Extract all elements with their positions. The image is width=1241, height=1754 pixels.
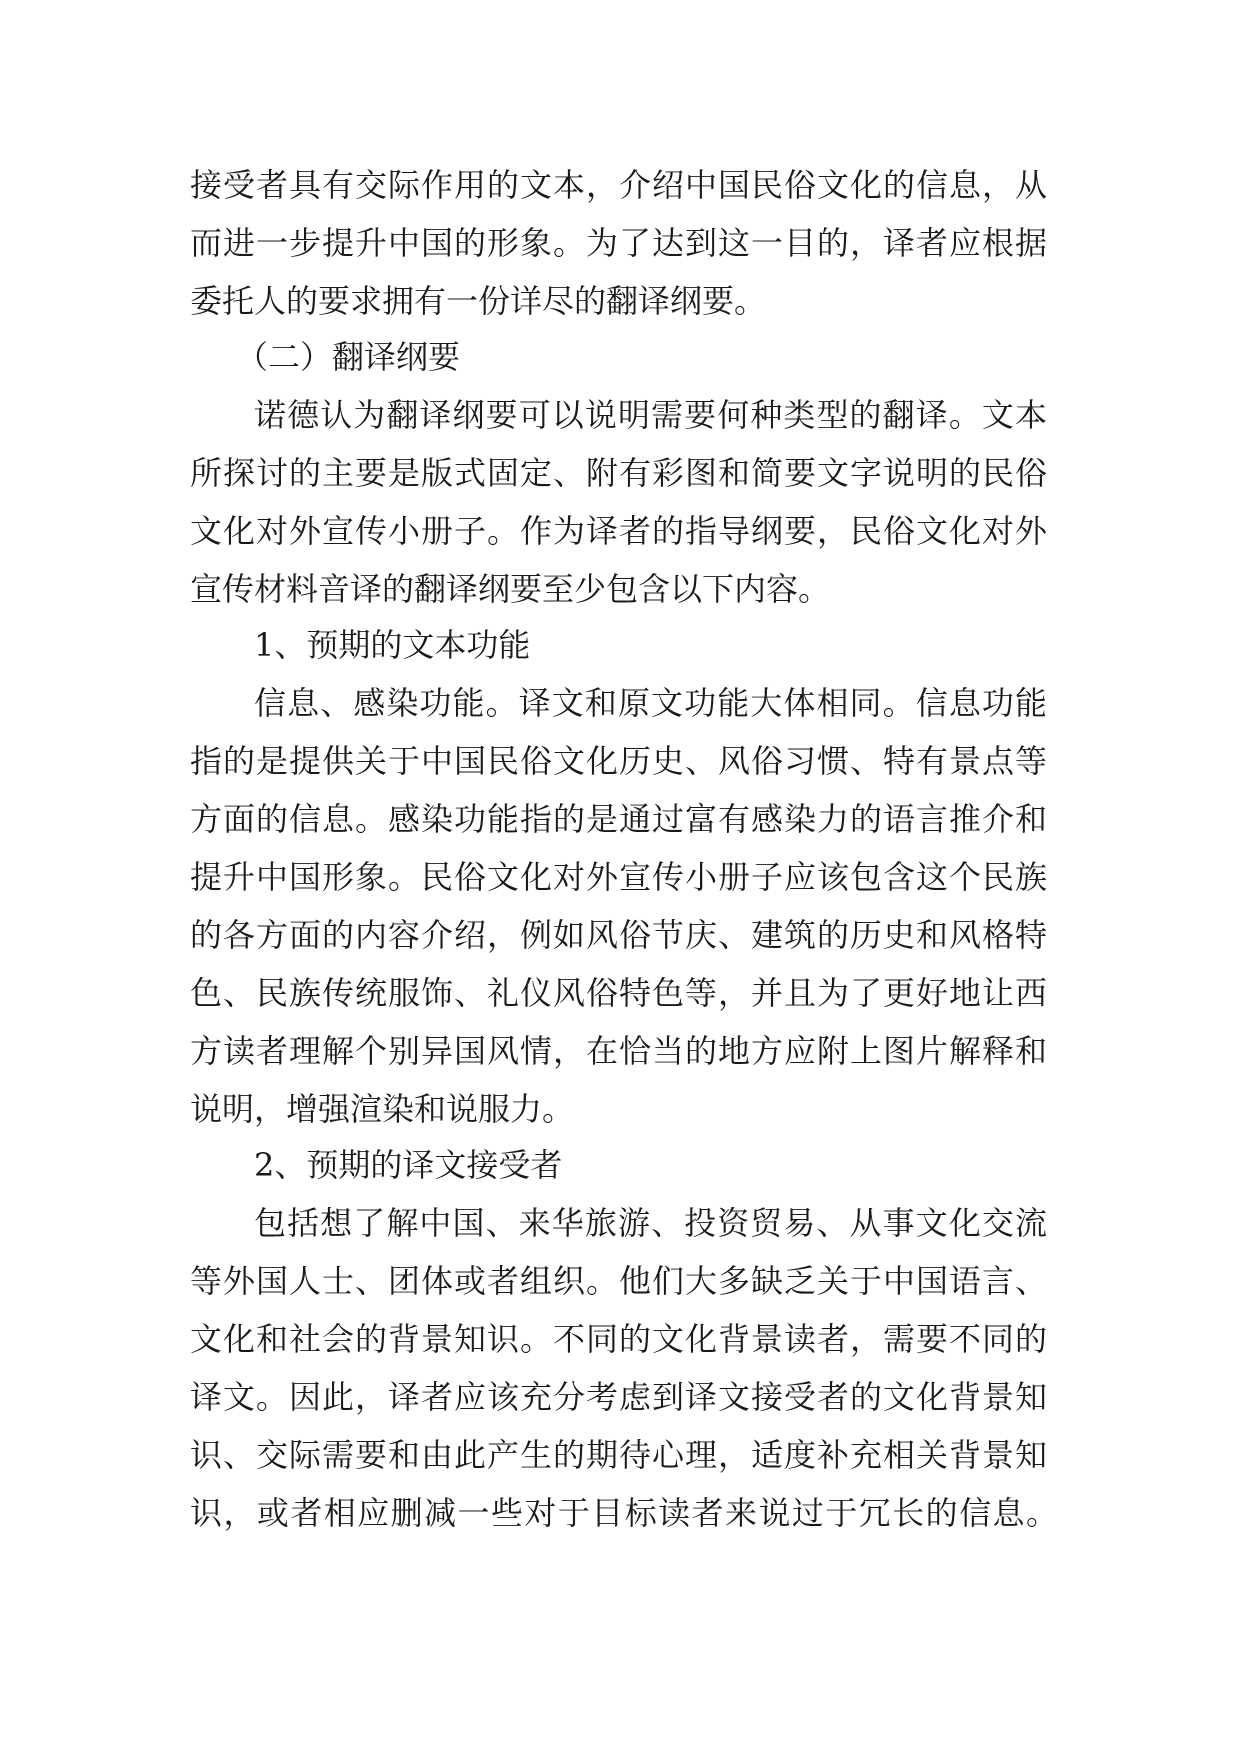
subheading: 2、预期的译文接受者 bbox=[254, 1146, 563, 1184]
text-line: 译文。因此，译者应该充分考虑到译文接受者的文化背景知 bbox=[190, 1378, 1047, 1416]
subheading: 1、预期的文本功能 bbox=[254, 626, 531, 664]
text-line: 接受者具有交际作用的文本，介绍中国民俗文化的信息，从 bbox=[190, 166, 1047, 204]
text-line: 识、交际需要和由此产生的期待心理，适度补充相关背景知 bbox=[190, 1436, 1047, 1474]
text-line: 宣传材料音译的翻译纲要至少包含以下内容。 bbox=[190, 570, 831, 608]
text-line: 信息、感染功能。译文和原文功能大体相同。信息功能 bbox=[254, 684, 1047, 722]
text-line: 所探讨的主要是版式固定、附有彩图和简要文字说明的民俗 bbox=[190, 454, 1047, 492]
section-heading: （二）翻译纲要 bbox=[236, 338, 461, 376]
text-line: 说明，增强渲染和说服力。 bbox=[190, 1090, 575, 1128]
text-line: 等外国人士、团体或者组织。他们大多缺乏关于中国语言、 bbox=[190, 1262, 1047, 1300]
text-line: 识，或者相应删减一些对于目标读者来说过于冗长的信息。 bbox=[190, 1494, 1058, 1532]
text-line: 委托人的要求拥有一份详尽的翻译纲要。 bbox=[190, 282, 767, 320]
text-line: 指的是提供关于中国民俗文化历史、风俗习惯、特有景点等 bbox=[190, 742, 1047, 780]
text-line: 的各方面的内容介绍，例如风俗节庆、建筑的历史和风格特 bbox=[190, 916, 1047, 954]
text-line: 而进一步提升中国的形象。为了达到这一目的，译者应根据 bbox=[190, 224, 1047, 262]
text-line: 色、民族传统服饰、礼仪风俗特色等，并且为了更好地让西 bbox=[190, 974, 1047, 1012]
text-line: 方读者理解个别异国风情，在恰当的地方应附上图片解释和 bbox=[190, 1032, 1047, 1070]
text-line: 包括想了解中国、来华旅游、投资贸易、从事文化交流 bbox=[254, 1204, 1047, 1242]
text-line: 诺德认为翻译纲要可以说明需要何种类型的翻译。文本 bbox=[254, 396, 1047, 434]
text-line: 提升中国形象。民俗文化对外宣传小册子应该包含这个民族 bbox=[190, 858, 1047, 896]
text-line: 方面的信息。感染功能指的是通过富有感染力的语言推介和 bbox=[190, 800, 1047, 838]
text-line: 文化对外宣传小册子。作为译者的指导纲要，民俗文化对外 bbox=[190, 512, 1047, 550]
text-line: 文化和社会的背景知识。不同的文化背景读者，需要不同的 bbox=[190, 1320, 1047, 1358]
